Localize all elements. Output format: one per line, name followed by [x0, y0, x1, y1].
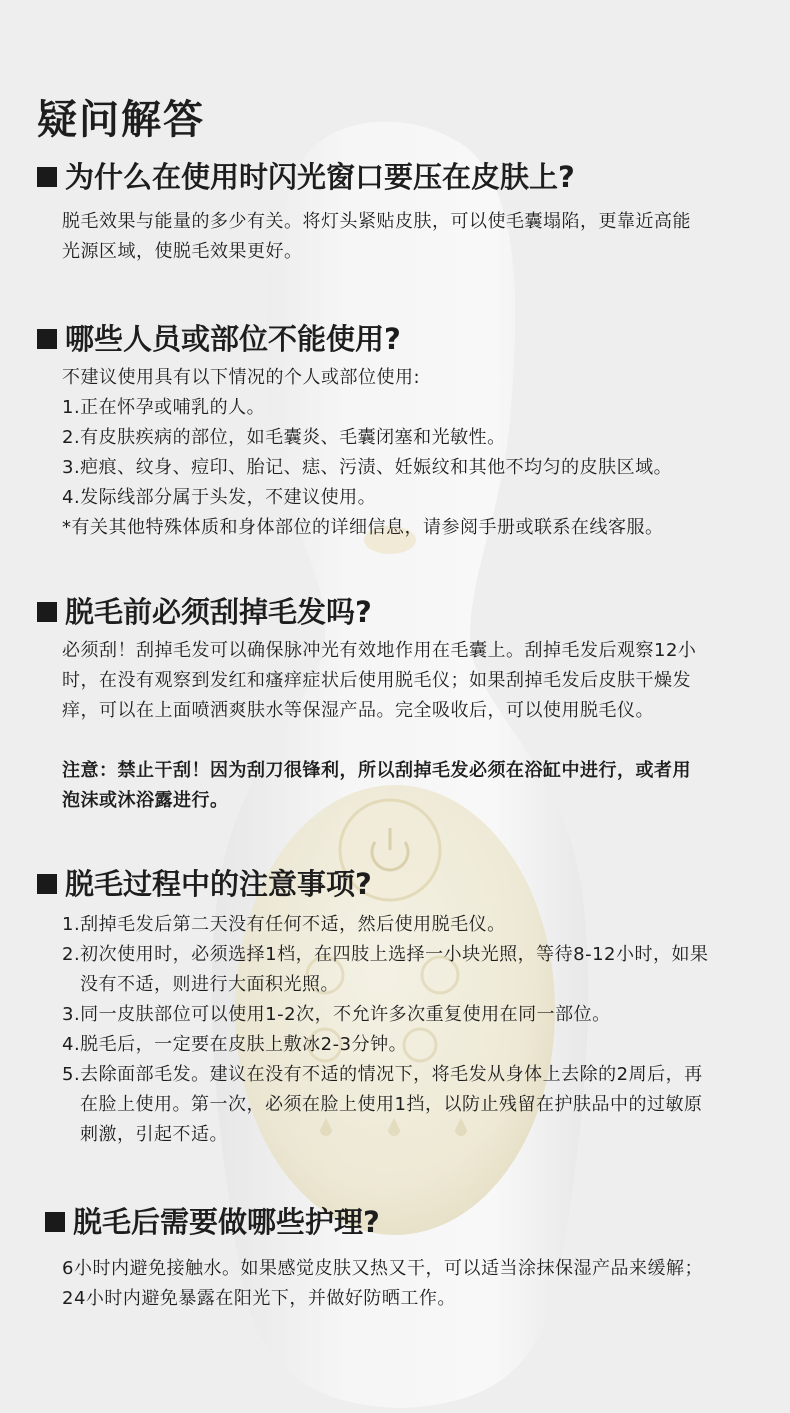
question-text: 为什么在使用时闪光窗口要压在皮肤上? — [65, 160, 575, 194]
answer-line: 6小时内避免接触水。如果感觉皮肤又热又干，可以适当涂抹保湿产品来缓解； — [62, 1258, 703, 1279]
list-item: 4.脱毛后，一定要在皮肤上敷冰2-3分钟。 — [62, 1034, 408, 1055]
answer-line: 24小时内避免暴露在阳光下，并做好防晒工作。 — [62, 1288, 456, 1309]
square-bullet-icon — [45, 1212, 65, 1232]
faq-question-1 — [37, 157, 790, 197]
faq-section-4 — [0, 864, 790, 1150]
answer-line: 必须刮！刮掉毛发可以确保脉冲光有效地作用在毛囊上。刮掉毛发后观察12小 — [62, 640, 697, 661]
faq-question-2 — [37, 319, 790, 359]
faq-section-1 — [0, 157, 790, 267]
warning-note: 泡沫或沐浴露进行。 — [62, 790, 229, 811]
answer-intro: 不建议使用具有以下情况的个人或部位使用: — [62, 367, 421, 388]
answer-line: 时，在没有观察到发红和瘙痒症状后使用脱毛仪；如果刮掉毛发后皮肤干燥发 — [62, 670, 691, 691]
warning-note: 注意：禁止干刮！因为刮刀很锋利，所以刮掉毛发必须在浴缸中进行，或者用 — [62, 760, 691, 781]
faq-question-4 — [37, 864, 790, 904]
faq-question-5 — [45, 1202, 790, 1242]
page-title: 疑问解答 — [37, 97, 205, 143]
list-item: 1.正在怀孕或哺乳的人。 — [62, 397, 266, 418]
list-item-continuation: 刺激，引起不适。 — [80, 1124, 228, 1145]
list-item-continuation: 没有不适，则进行大面积光照。 — [80, 974, 339, 995]
list-item: 3.疤痕、纹身、痘印、胎记、痣、污渍、妊娠纹和其他不均匀的皮肤区域。 — [62, 457, 673, 478]
faq-section-3 — [0, 592, 790, 816]
faq-section-5 — [0, 1202, 790, 1314]
answer-line: 光源区域，使脱毛效果更好。 — [62, 241, 303, 262]
list-item: 4.发际线部分属于头发，不建议使用。 — [62, 487, 377, 508]
list-item: 2.有皮肤疾病的部位，如毛囊炎、毛囊闭塞和光敏性。 — [62, 427, 506, 448]
list-item-continuation: 在脸上使用。第一次，必须在脸上使用1挡，以防止残留在护肤品中的过敏原 — [80, 1094, 703, 1115]
faq-question-3 — [37, 592, 790, 632]
list-item: 1.刮掉毛发后第二天没有任何不适，然后使用脱毛仪。 — [62, 914, 506, 935]
square-bullet-icon — [37, 167, 57, 187]
question-text: 脱毛后需要做哪些护理? — [73, 1205, 380, 1239]
question-text: 哪些人员或部位不能使用? — [65, 322, 401, 356]
square-bullet-icon — [37, 602, 57, 622]
square-bullet-icon — [37, 329, 57, 349]
list-item: 5.去除面部毛发。建议在没有不适的情况下，将毛发从身体上去除的2周后，再 — [62, 1064, 703, 1085]
list-item: 3.同一皮肤部位可以使用1-2次，不允许多次重复使用在同一部位。 — [62, 1004, 611, 1025]
question-text: 脱毛前必须刮掉毛发吗? — [65, 595, 372, 629]
list-item: 2.初次使用时，必须选择1档，在四肢上选择一小块光照，等待8-12小时，如果 — [62, 944, 709, 965]
question-text: 脱毛过程中的注意事项? — [65, 867, 372, 901]
answer-line: 脱毛效果与能量的多少有关。将灯头紧贴皮肤，可以使毛囊塌陷，更靠近高能 — [62, 211, 691, 232]
faq-section-2 — [0, 319, 790, 543]
answer-line: 痒，可以在上面喷洒爽肤水等保湿产品。完全吸收后，可以使用脱毛仪。 — [62, 700, 654, 721]
square-bullet-icon — [37, 874, 57, 894]
list-item: *有关其他特殊体质和身体部位的详细信息，请参阅手册或联系在线客服。 — [62, 517, 664, 538]
